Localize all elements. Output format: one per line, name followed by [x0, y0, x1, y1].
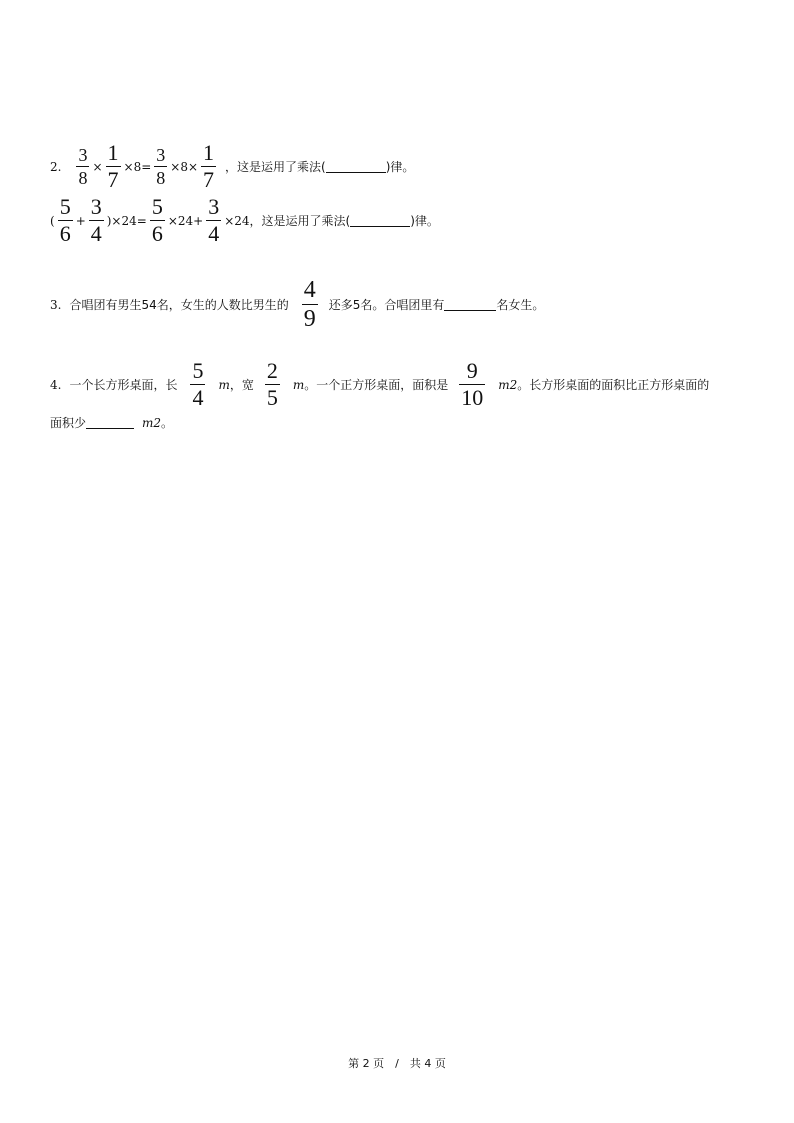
q4-line2-unit: m2: [142, 415, 162, 430]
q2-l2-tail: ，这是运用了乘法(: [249, 214, 351, 228]
q4-unit-1: m: [218, 377, 230, 392]
q4-fraction-2: $\frac{2}{5}$: [266, 358, 278, 410]
q4-text1: 一个长方形桌面，长: [69, 378, 178, 392]
q2-l1-op1: ×: [92, 159, 103, 174]
q4-fraction-3: $\frac{9}{10}$: [461, 358, 484, 410]
q4-text4: 。长方形桌面的面积比正方形桌面的: [517, 378, 710, 392]
q4-line1: [50, 360, 709, 409]
q2-l1-answer-blank[interactable]: [326, 160, 386, 173]
q2-l1-tail-end: )律。: [385, 160, 415, 174]
q2-l1-fraction-2: $\frac{1}{7}$: [107, 140, 119, 192]
q4-answer-blank[interactable]: [86, 416, 134, 429]
q2-l2-plus: +: [75, 213, 86, 228]
q2-l1-fraction-1: $\frac{3}{8}$: [78, 145, 88, 188]
q4-line2-text: 面积少: [50, 416, 87, 430]
q2-l2-tail-end: )律。: [410, 214, 439, 228]
q4-number: 4.: [50, 377, 62, 392]
q3-text2: 还多5名。合唱团里有: [328, 298, 445, 312]
q2-l2-fraction-2: $\frac{3}{4}$: [90, 194, 102, 246]
q3-answer-blank[interactable]: [444, 298, 496, 311]
q2-line2: [50, 196, 439, 245]
q4-line2: [50, 414, 173, 431]
q4-text3: 。一个正方形桌面，面积是: [304, 378, 449, 392]
q4-unit-3: m2: [498, 377, 518, 392]
q2-l2-answer-blank[interactable]: [350, 214, 410, 227]
q4-line2-end: 。: [161, 416, 174, 430]
q4-unit-2: m: [292, 377, 305, 392]
q2-l1-fraction-3: $\frac{3}{8}$: [156, 145, 166, 188]
q3-number: 3.: [50, 297, 62, 312]
q2-l2-fraction-1: $\frac{5}{6}$: [59, 194, 71, 246]
q3-text3: 名女生。: [496, 298, 545, 312]
q2-l2-fraction-3: $\frac{5}{6}$: [151, 194, 163, 246]
q2-l2-open: (: [50, 213, 55, 228]
q3-line: [50, 278, 544, 331]
q2-l1-tail: ，这是运用了乘法(: [225, 160, 326, 174]
q3-fraction: $\frac{4}{9}$: [303, 277, 316, 332]
q2-l2-fraction-4: $\frac{3}{4}$: [208, 194, 220, 246]
q2-number: 2.: [50, 159, 62, 174]
q2-l1-mid: ×8=: [123, 159, 152, 174]
q2-l2-close: )×24=: [106, 213, 147, 228]
q2-l1-mid2: ×8×: [170, 159, 199, 174]
q2-l1-fraction-4: $\frac{1}{7}$: [203, 140, 215, 192]
q2-l2-mid: ×24+: [167, 213, 204, 228]
q4-text2: ，宽: [229, 378, 254, 392]
q2-line1: [50, 142, 414, 191]
q2-l2-mid2: ×24: [224, 213, 250, 228]
q3-text1: 合唱团有男生54名，女生的人数比男生的: [69, 298, 289, 312]
q4-fraction-1: $\frac{5}{4}$: [192, 358, 204, 410]
page-footer: 第 2 页 / 共 4 页: [348, 1057, 446, 1070]
